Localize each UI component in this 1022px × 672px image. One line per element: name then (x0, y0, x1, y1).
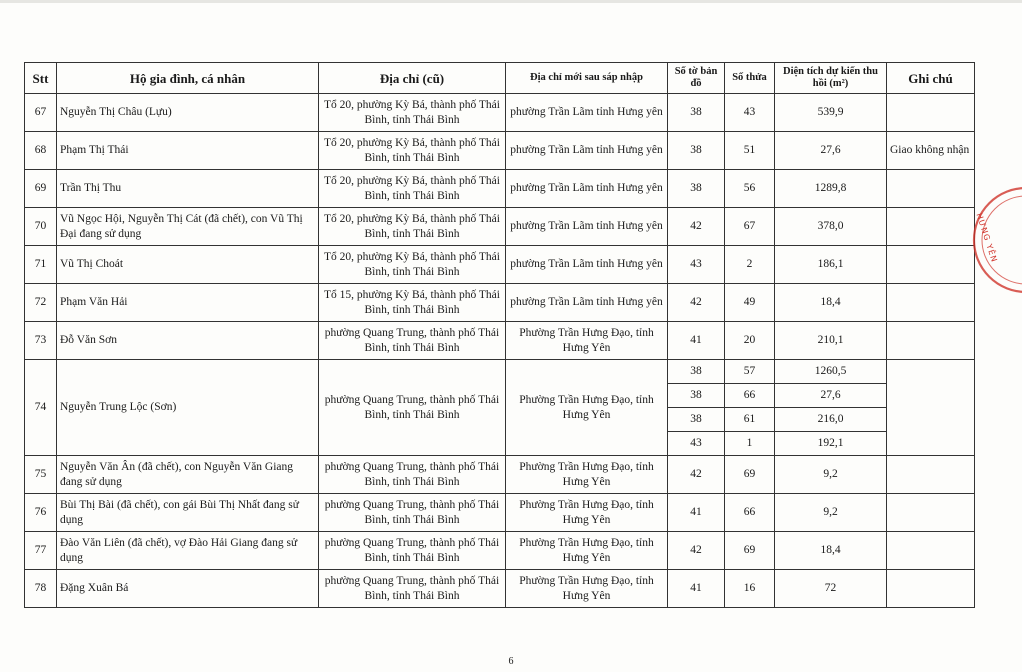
cell-note (887, 94, 975, 132)
cell-old-address: Tổ 15, phường Kỳ Bá, thành phố Thái Bình, tỉnh Thái Bình (319, 284, 506, 322)
cell-parcel: 69 (725, 456, 775, 494)
cell-note: Giao không nhận (887, 132, 975, 170)
cell-area: 186,1 (775, 246, 887, 284)
cell-old-address: Tổ 20, phường Kỳ Bá, thành phố Thái Bình, tỉnh Thái Bình (319, 208, 506, 246)
cell-parcel: 66 (725, 494, 775, 532)
cell-area: 18,4 (775, 284, 887, 322)
header-map-sheet: Số tờ bản đồ (668, 63, 725, 94)
table-row (25, 246, 975, 284)
cell-new-address: phường Trần Lãm tỉnh Hưng yên (506, 170, 668, 208)
cell-name: Trần Thị Thu (57, 170, 319, 208)
cell-stt: 72 (25, 284, 57, 322)
cell-parcel: 16 (725, 570, 775, 608)
cell-old-address: phường Quang Trung, thành phố Thái Bình, tỉnh Thái Bình (319, 456, 506, 494)
cell-stt: 67 (25, 94, 57, 132)
header-new-address: Địa chỉ mới sau sáp nhập (506, 63, 668, 94)
cell-stt: 74 (25, 360, 57, 456)
cell-map-sheet: 41 (668, 570, 725, 608)
cell-area: 1260,5 (775, 360, 887, 384)
cell-map-sheet: 38 (668, 360, 725, 384)
page-number: 6 (508, 656, 514, 667)
cell-old-address: Tổ 20, phường Kỳ Bá, thành phố Thái Bình, tỉnh Thái Bình (319, 94, 506, 132)
cell-name: Bùi Thị Bài (đã chết), con gái Bùi Thị Nhất đang sử dụng (57, 494, 319, 532)
cell-area: 27,6 (775, 384, 887, 408)
land-recovery-table (24, 62, 975, 608)
cell-name: Vũ Ngọc Hội, Nguyễn Thị Cát (đã chết), con Vũ Thị Đại đang sử dụng (57, 208, 319, 246)
cell-area: 1289,8 (775, 170, 887, 208)
cell-area: 18,4 (775, 532, 887, 570)
cell-parcel: 49 (725, 284, 775, 322)
cell-new-address: Phường Trần Hưng Đạo, tỉnh Hưng Yên (506, 456, 668, 494)
seal-text: HƯNG YÊN (974, 212, 999, 264)
cell-new-address: Phường Trần Hưng Đạo, tỉnh Hưng Yên (506, 360, 668, 456)
cell-map-sheet: 41 (668, 494, 725, 532)
cell-map-sheet: 41 (668, 322, 725, 360)
cell-old-address: Tổ 20, phường Kỳ Bá, thành phố Thái Bình, tỉnh Thái Bình (319, 132, 506, 170)
table-row (25, 132, 975, 170)
table-row (25, 322, 975, 360)
cell-area: 27,6 (775, 132, 887, 170)
cell-name: Đỗ Văn Sơn (57, 322, 319, 360)
cell-new-address: phường Trần Lãm tỉnh Hưng yên (506, 208, 668, 246)
cell-old-address: phường Quang Trung, thành phố Thái Bình, tỉnh Thái Bình (319, 494, 506, 532)
table-row (25, 532, 975, 570)
cell-name: Nguyễn Văn Ân (đã chết), con Nguyễn Văn Giang đang sử dụng (57, 456, 319, 494)
table-row (25, 494, 975, 532)
header-household: Hộ gia đình, cá nhân (57, 63, 319, 94)
cell-name: Đào Văn Liên (đã chết), vợ Đào Hải Giang đang sử dụng (57, 532, 319, 570)
cell-new-address: Phường Trần Hưng Đạo, tỉnh Hưng Yên (506, 532, 668, 570)
cell-new-address: phường Trần Lãm tỉnh Hưng yên (506, 246, 668, 284)
table-row (25, 456, 975, 494)
header-old-address: Địa chỉ (cũ) (319, 63, 506, 94)
cell-new-address: phường Trần Lãm tỉnh Hưng yên (506, 132, 668, 170)
cell-stt: 78 (25, 570, 57, 608)
cell-map-sheet: 38 (668, 170, 725, 208)
cell-name: Nguyễn Thị Châu (Lựu) (57, 94, 319, 132)
cell-name: Phạm Văn Hải (57, 284, 319, 322)
page-top-edge (0, 0, 1022, 3)
cell-area: 72 (775, 570, 887, 608)
cell-area: 9,2 (775, 494, 887, 532)
cell-note (887, 494, 975, 532)
cell-map-sheet: 42 (668, 208, 725, 246)
cell-new-address: Phường Trần Hưng Đạo, tỉnh Hưng Yên (506, 570, 668, 608)
cell-note (887, 208, 975, 246)
table-row (25, 208, 975, 246)
cell-parcel: 57 (725, 360, 775, 384)
cell-parcel: 66 (725, 384, 775, 408)
cell-parcel: 43 (725, 94, 775, 132)
cell-stt: 69 (25, 170, 57, 208)
cell-old-address: Tổ 20, phường Kỳ Bá, thành phố Thái Bình, tỉnh Thái Bình (319, 170, 506, 208)
cell-map-sheet: 42 (668, 532, 725, 570)
cell-map-sheet: 43 (668, 432, 725, 456)
seal-outer-ring (974, 188, 1022, 292)
cell-parcel: 67 (725, 208, 775, 246)
cell-map-sheet: 42 (668, 456, 725, 494)
header-stt: Stt (25, 63, 57, 94)
cell-note (887, 570, 975, 608)
header-note: Ghi chú (887, 63, 975, 94)
cell-map-sheet: 38 (668, 94, 725, 132)
cell-name: Đặng Xuân Bá (57, 570, 319, 608)
cell-map-sheet: 38 (668, 408, 725, 432)
cell-old-address: phường Quang Trung, thành phố Thái Bình, tỉnh Thái Bình (319, 360, 506, 456)
table-row-74 (25, 360, 975, 384)
cell-area: 210,1 (775, 322, 887, 360)
cell-new-address: Phường Trần Hưng Đạo, tỉnh Hưng Yên (506, 322, 668, 360)
cell-new-address: Phường Trần Hưng Đạo, tỉnh Hưng Yên (506, 494, 668, 532)
cell-parcel: 56 (725, 170, 775, 208)
cell-note (887, 322, 975, 360)
cell-note (887, 456, 975, 494)
cell-old-address: phường Quang Trung, thành phố Thái Bình, tỉnh Thái Bình (319, 532, 506, 570)
cell-stt: 71 (25, 246, 57, 284)
cell-area: 539,9 (775, 94, 887, 132)
table-row (25, 284, 975, 322)
cell-note (887, 170, 975, 208)
cell-new-address: phường Trần Lãm tỉnh Hưng yên (506, 284, 668, 322)
cell-stt: 75 (25, 456, 57, 494)
cell-stt: 68 (25, 132, 57, 170)
cell-area: 192,1 (775, 432, 887, 456)
cell-note (887, 360, 975, 456)
table-row (25, 94, 975, 132)
cell-parcel: 61 (725, 408, 775, 432)
cell-note (887, 284, 975, 322)
cell-parcel: 1 (725, 432, 775, 456)
cell-parcel: 20 (725, 322, 775, 360)
cell-note (887, 532, 975, 570)
cell-map-sheet: 38 (668, 384, 725, 408)
cell-parcel: 69 (725, 532, 775, 570)
official-seal (968, 182, 1022, 298)
cell-map-sheet: 42 (668, 284, 725, 322)
cell-name: Vũ Thị Choát (57, 246, 319, 284)
cell-old-address: Tổ 20, phường Kỳ Bá, thành phố Thái Bình, tỉnh Thái Bình (319, 246, 506, 284)
header-parcel: Số thửa (725, 63, 775, 94)
cell-parcel: 51 (725, 132, 775, 170)
cell-area: 216,0 (775, 408, 887, 432)
cell-new-address: phường Trần Lãm tỉnh Hưng yên (506, 94, 668, 132)
table-header-row (25, 63, 975, 94)
cell-map-sheet: 38 (668, 132, 725, 170)
table-row (25, 570, 975, 608)
header-area: Diện tích dự kiến thu hồi (m²) (775, 63, 887, 94)
cell-name: Phạm Thị Thái (57, 132, 319, 170)
table-row (25, 170, 975, 208)
cell-stt: 76 (25, 494, 57, 532)
cell-old-address: phường Quang Trung, thành phố Thái Bình, tỉnh Thái Bình (319, 570, 506, 608)
cell-area: 378,0 (775, 208, 887, 246)
cell-area: 9,2 (775, 456, 887, 494)
cell-parcel: 2 (725, 246, 775, 284)
cell-old-address: phường Quang Trung, thành phố Thái Bình, tỉnh Thái Bình (319, 322, 506, 360)
cell-stt: 73 (25, 322, 57, 360)
cell-name: Nguyễn Trung Lộc (Sơn) (57, 360, 319, 456)
cell-note (887, 246, 975, 284)
cell-stt: 77 (25, 532, 57, 570)
cell-stt: 70 (25, 208, 57, 246)
cell-map-sheet: 43 (668, 246, 725, 284)
